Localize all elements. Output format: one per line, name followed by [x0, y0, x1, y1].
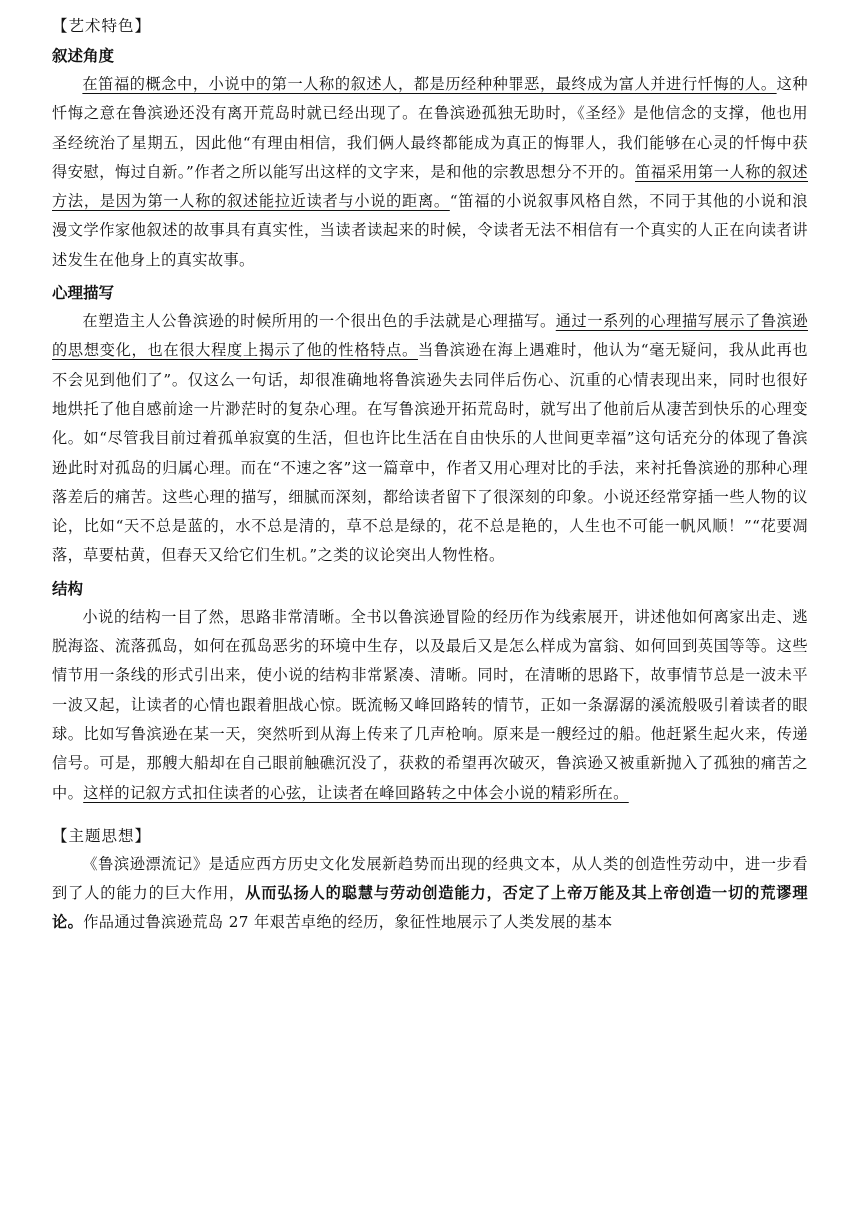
underlined-text: 笛福采用第一人称的叙述方法，是因为第一人称的叙述能拉近读者与小说的距离。: [52, 162, 808, 211]
paragraph-narrative: [52, 70, 808, 275]
heading-psychology: 心理描写: [52, 284, 115, 303]
text-span: 《鲁滨逊漂流记》是适应西方历史文化发展新趋势而出现的经典文本，从人类的创造性劳动中，进一步看到了人的能力的巨大作用，: [52, 854, 808, 903]
text-span: 小说的结构一目了然，思路非常清晰。全书以鲁滨逊冒险的经历作为线索展开，讲述他如何离家出走、逃脱海盗、流落孤岛，如何在孤岛恶劣的环境中生存，以及最后又是怎么样成为富翁、如何回到英国等等。这些情节用一条线的形式引出来，使小说的结构非常紧凑、清晰。同时，在清晰的思路下，故事情节总是一波未平一波又起，让读者的心情也跟着胆战心惊。既流畅又峰回路转的情节，正如一条潺潺的溪流般吸引着读者的眼球。比如写鲁滨逊在某一天，突然听到从海上传来了几声枪响。原来是一艘经过的船。他赶紧生起火来，传递信号。可是，那艘大船却在自己眼前触礁沉没了，获救的希望再次破灭，鲁滨逊又被重新抛入了孤独的痛苦之中。: [52, 607, 808, 802]
underlined-text: 在笛福的概念中，小说中的第一人称的叙述人，都是历经种种罪恶，最终成为富人并进行忏悔的人。: [82, 75, 777, 93]
text-span: 作品通过鲁滨逊荒岛 27 年艰苦卓绝的经历，象征性地展示了人类发展的基本: [83, 913, 613, 932]
underlined-text: 通过一系列的心理描写展示了鲁滨逊的思想变化，也在很大程度上揭示了他的性格特点。: [52, 312, 808, 360]
section-title-art: 【艺术特色】: [52, 17, 152, 35]
paragraph-theme: [52, 850, 808, 938]
heading-structure: 结构: [52, 579, 84, 598]
text-span: 这种忏悔之意在鲁滨逊还没有离开荒岛时就已经出现了。在鲁滨逊孤独无助时，《圣经》是他信念的支撑，他也用圣经统治了星期五，因此他“有理由相信，我们俩人最终都能成为真正的悔罪人，我们能够在心灵的忏悔中获得安慰，悔过自新。”作者之所以能写出这样的文字来，是和他的宗教思想分不开的。: [52, 75, 808, 181]
text-span: 当鲁滨逊在海上遇难时，他认为“毫无疑问，我从此再也不会见到他们了”。仅这么一句话，却很准确地将鲁滨逊失去同伴后伤心、沉重的心情表现出来，同时也很好地烘托了他自感前途一片渺茫时的复杂心理。在写鲁滨逊开拓荒岛时，就写出了他前后从凄苦到快乐的心理变化。如“尽管我目前过着孤单寂寞的生活，但也许比生活在自由快乐的人世间更幸福”这句话充分的体现了鲁滨逊此时对孤岛的归属心理。而在“不速之客”这一篇章中，作者又用心理对比的手法，来衬托鲁滨逊的那种心理落差后的痛苦。这些心理的描写，细腻而深刻，都给读者留下了很深刻的印象。小说还经常穿插一些人物的议论，比如“天不总是蓝的，水不总是清的，草不总是绿的，花不总是艳的，人生也不可能一帆风顺！”“花要凋落，草要枯黄，但春天又给它们生机。”之类的议论突出人物性格。: [52, 341, 809, 565]
paragraph-structure: [52, 603, 808, 808]
text-span: 在塑造主人公鲁滨逊的时候所用的一个很出色的手法就是心理描写。: [82, 312, 556, 331]
paragraph-psychology: [52, 307, 808, 571]
text-span: “笛福的小说叙事风格自然，不同于其他的小说和浪漫文学作家他叙述的故事具有真实性，当读者读起来的时候，令读者无法不相信有一个真实的人正在向读者讲述发生在他身上的真实故事。: [52, 192, 809, 269]
bold-text: 从而弘扬人的聪慧与劳动创造能力，否定了上帝万能及其上帝创造一切的荒谬理论。: [52, 884, 808, 932]
heading-narrative: 叙述角度: [52, 47, 115, 65]
underlined-text: 这样的记叙方式扣住读者的心弦，让读者在峰回路转之中体会小说的精彩所在。: [83, 783, 629, 802]
section-title-theme: 【主题思想】: [52, 826, 152, 845]
